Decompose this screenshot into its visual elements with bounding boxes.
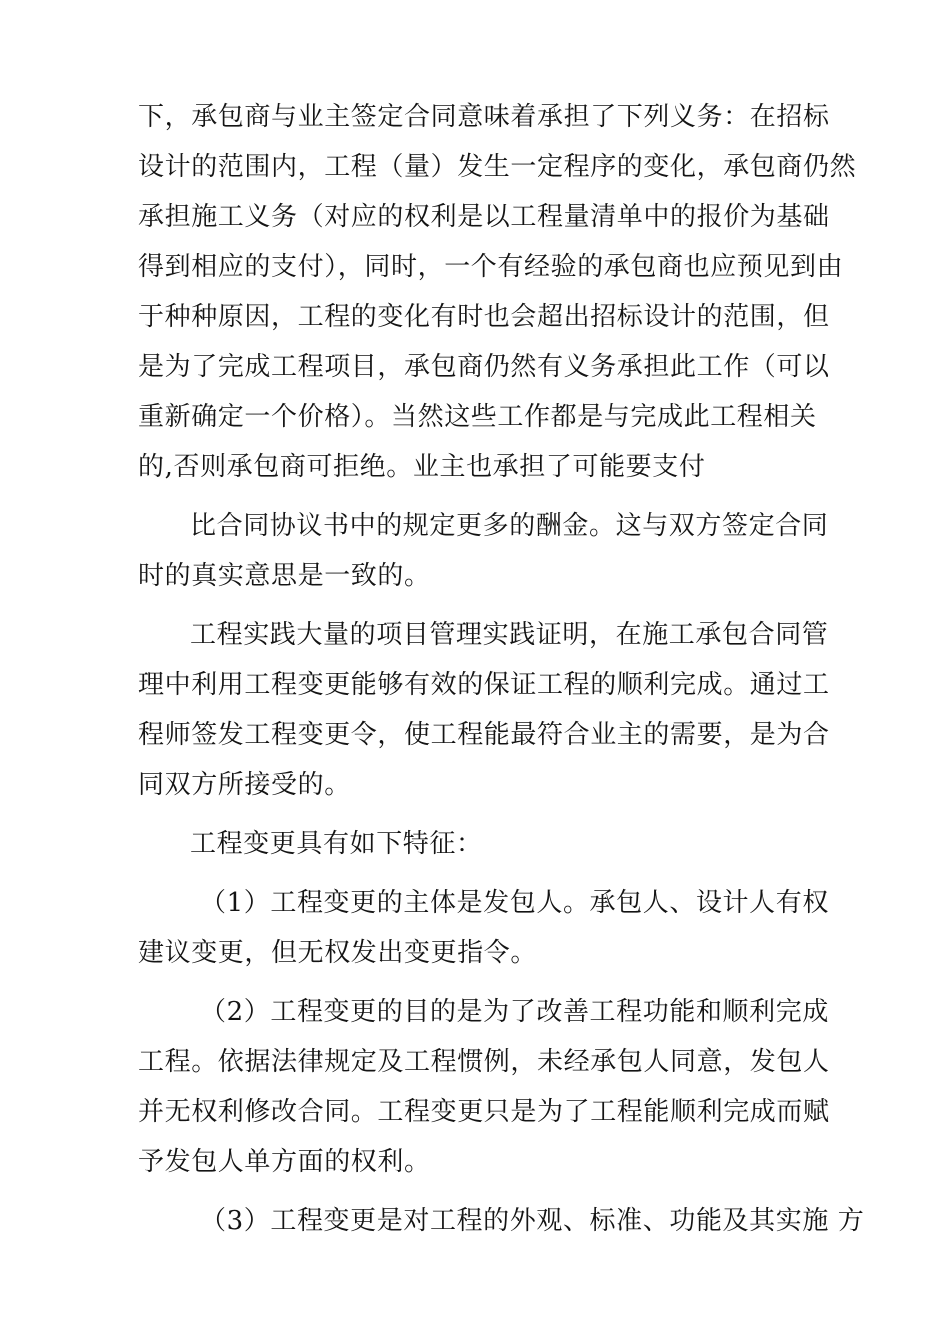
list-item: [138, 987, 838, 1187]
list-item: [138, 1196, 865, 1246]
text-line: 是为了完成工程项目，承包商仍然有义务承担此工作（可以: [138, 352, 830, 382]
text-line: 承担施工义务（对应的权利是以工程量清单中的报价为基础: [138, 202, 830, 232]
list-item: [138, 878, 838, 978]
text-line: 同双方所接受的。: [138, 770, 351, 800]
text-line: 比合同协议书中的规定更多的酬金。这与双方签定合同: [190, 511, 829, 541]
paragraph: [138, 610, 838, 810]
text-line: 于种种原因，工程的变化有时也会超出招标设计的范围，但: [138, 302, 830, 332]
text-line: （2）工程变更的目的是为了改善工程功能和顺利完成: [200, 997, 829, 1027]
text-line: （1）工程变更的主体是发包人。承包人、设计人有权: [200, 888, 829, 918]
text-line: 工程实践大量的项目管理实践证明，在施工承包合同管: [190, 620, 829, 650]
text-line: 程师签发工程变更令，使工程能最符合业主的需要，是为合: [138, 720, 830, 750]
text-line: 工程变更具有如下特征：: [190, 829, 483, 859]
text-line: 予发包人单方面的权利。: [138, 1147, 431, 1177]
paragraph: [138, 92, 857, 492]
text-line: 重新确定一个价格）。当然这些工作都是与完成此工程相关: [138, 402, 817, 432]
text-line: 建议变更，但无权发出变更指令。: [138, 938, 538, 968]
text-line: 得到相应的支付），同时，一个有经验的承包商也应预见到由: [138, 252, 844, 282]
text-line: 并无权利修改合同。工程变更只是为了工程能顺利完成而赋: [138, 1097, 830, 1127]
paragraph: [138, 819, 838, 869]
paragraph: [138, 501, 838, 601]
text-line: （3）工程变更是对工程的外观、标准、功能及其实施 方: [200, 1206, 865, 1236]
text-line: 的,否则承包商可拒绝。业主也承担了可能要支付: [138, 452, 706, 482]
text-line: 设计的范围内，工程（量）发生一定程序的变化，承包商仍然: [138, 152, 857, 182]
text-line: 下，承包商与业主签定合同意味着承担了下列义务：在招标: [138, 102, 830, 132]
text-line: 时的真实意思是一致的。: [138, 561, 431, 591]
text-line: 工程。依据法律规定及工程惯例，未经承包人同意，发包人: [138, 1047, 830, 1077]
text-line: 理中利用工程变更能够有效的保证工程的顺利完成。通过工: [138, 670, 830, 700]
document-body: [138, 92, 865, 1246]
